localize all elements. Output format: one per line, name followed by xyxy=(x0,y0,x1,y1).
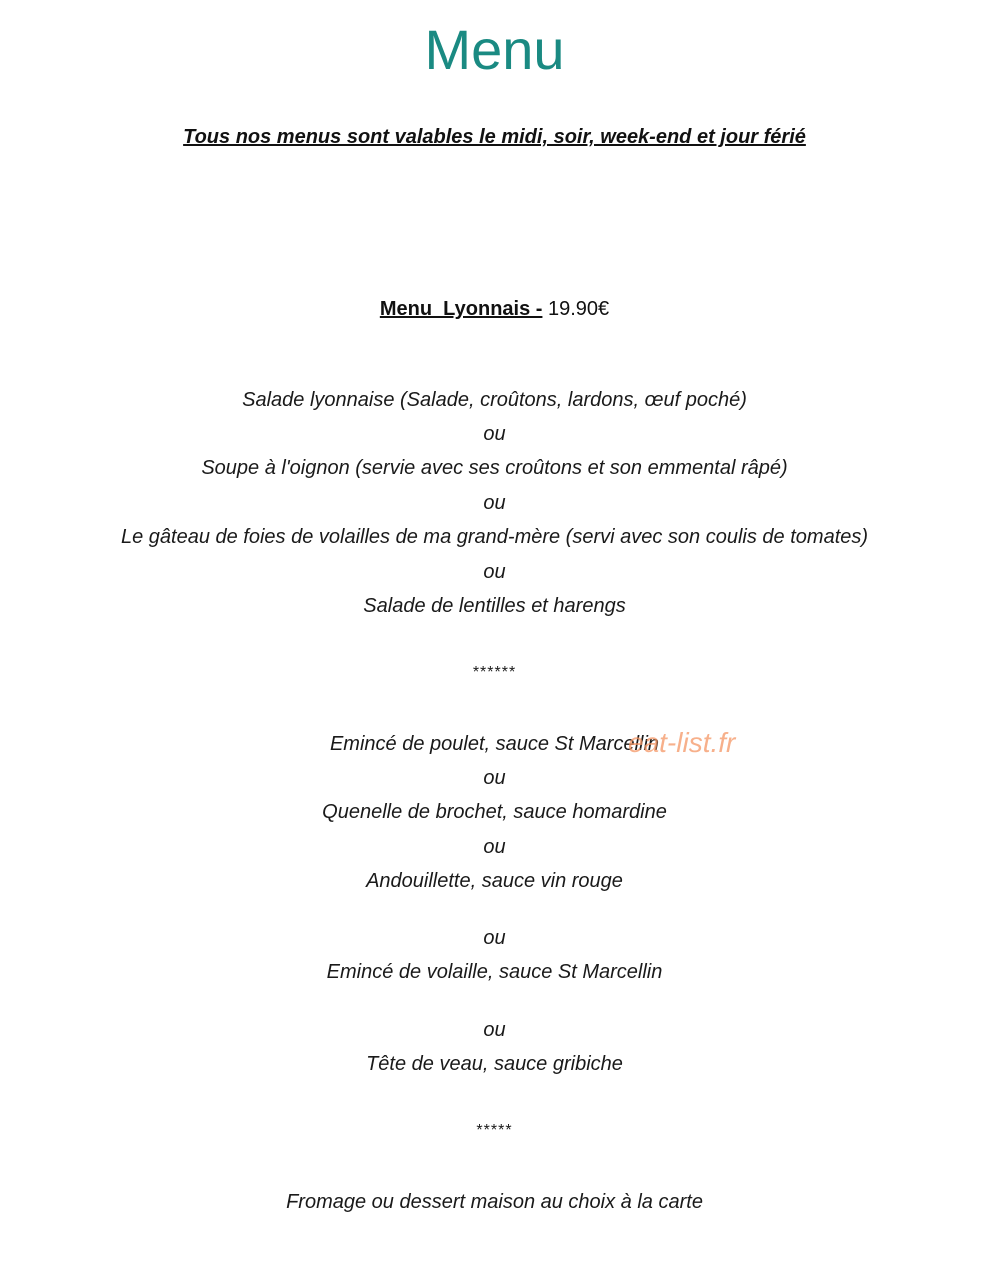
menu-heading xyxy=(0,296,989,322)
or-separator: ou xyxy=(483,836,506,858)
page-title: Menu xyxy=(424,18,565,81)
main-item: Emincé de volaille, sauce St Marcellin xyxy=(326,961,663,983)
menu-price: 19.90€ xyxy=(548,298,610,320)
or-separator: ou xyxy=(483,492,506,514)
or-separator: ou xyxy=(483,767,506,789)
dessert-line: Fromage ou dessert maison au choix à la carte xyxy=(286,1191,703,1213)
menu-validity-note: Tous nos menus sont valables le midi, soir, week-end et jour férié xyxy=(183,126,806,148)
starter-item: Salade de lentilles et harengs xyxy=(363,595,626,617)
starter-item: Le gâteau de foies de volailles de ma grand-mère (servi avec son coulis de tomates) xyxy=(120,526,869,548)
menu-name: Menu Lyonnais - xyxy=(379,298,543,320)
main-item: Emincé de poulet, sauce St Marcellin xyxy=(329,733,660,755)
watermark: eat-list.fr xyxy=(628,727,736,758)
or-separator: ou xyxy=(483,561,506,583)
or-separator: ou xyxy=(483,423,506,445)
course-separator: ***** xyxy=(476,1122,513,1139)
main-item: Tête de veau, sauce gribiche xyxy=(366,1053,623,1075)
main-item: Quenelle de brochet, sauce homardine xyxy=(322,801,667,823)
course-separator: ****** xyxy=(472,664,517,681)
starter-item: Salade lyonnaise (Salade, croûtons, lardons, œuf poché) xyxy=(242,389,747,411)
starter-item: Soupe à l'oignon (servie avec ses croûtons et son emmental râpé) xyxy=(201,457,788,479)
or-separator: ou xyxy=(483,1019,506,1041)
or-separator: ou xyxy=(483,927,506,949)
main-item: Andouillette, sauce vin rouge xyxy=(366,870,623,892)
